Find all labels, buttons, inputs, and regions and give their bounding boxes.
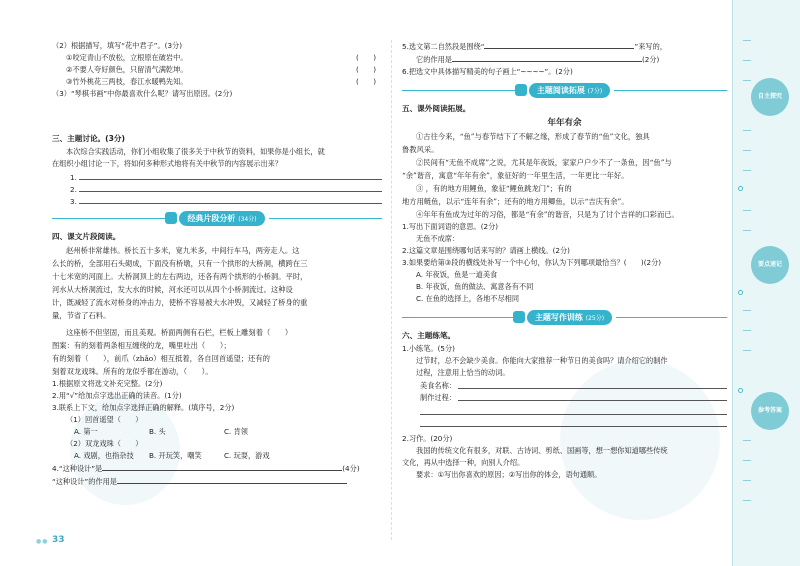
answer-blank[interactable] <box>452 53 642 62</box>
section-3-text: 本次综合实践活动，你们小组收集了很多关于中秋节的资料，如果你是小组长，就 <box>66 147 325 156</box>
section-3-text: 在组织小组讨论一下，将如何多种形式地将有关中秋节的内容展示出来？ <box>52 159 283 168</box>
writing-task-1: 1.小练笔。(5分) <box>402 344 455 353</box>
question-2-heading: （2）根据描写，填写“花中君子”。(3分) <box>52 41 183 50</box>
binding-hole-icon <box>738 186 743 191</box>
question-2: 2.用“√”给加点字选出正确的读音。(1分) <box>52 391 182 400</box>
section-3-title: 三、主题讨论。(3分) <box>52 134 125 143</box>
question-4: 4.“这种设计”是 (4分) <box>52 464 360 473</box>
writing-prompt: 过节时，总不会缺少美食。你能向大家推荐一种节日的美食吗？请介绍它的制作 <box>416 356 668 365</box>
choice-b[interactable]: B. 年夜饭，鱼的做法、寓意各有不同 <box>416 282 534 291</box>
section-banner: 主题写作训练 (25分) <box>402 309 727 325</box>
writing-prompt: 过程，注意用上恰当的动词。 <box>416 368 510 377</box>
process-line[interactable]: 制作过程： <box>402 391 727 403</box>
answer-line[interactable]: 2. <box>52 182 382 194</box>
sidebar-badge: 参考答案 <box>751 392 789 430</box>
answer-blank[interactable] <box>102 462 342 471</box>
section-5-title: 五、课外阅读拓展。 <box>402 104 471 113</box>
food-name-line[interactable]: 美食名称： <box>402 379 727 391</box>
section-banner: 经典片段分析 (34分) <box>52 210 382 226</box>
section-banner: 主题阅读拓展 (7分) <box>402 82 727 98</box>
book-icon <box>165 212 177 224</box>
section-6-title: 六、主题练笔。 <box>402 331 456 340</box>
right-column <box>402 40 727 481</box>
option-item: ②不要人夸好颜色，只留清气满乾坤。 ( ) <box>66 65 376 74</box>
option-row: A. 戏剧，也指杂技 B. 开玩笑，嘲笑 C. 玩耍，游戏 <box>74 451 270 460</box>
pencil-icon <box>513 311 525 323</box>
answer-line[interactable]: 3. <box>52 194 382 206</box>
question-3-heading: （3）“琴棋书画”中你最喜欢什么呢？请写出原因。(2分) <box>52 89 233 98</box>
section-4-title: 四、课文片段阅读。 <box>52 232 121 241</box>
choice-c[interactable]: C. 在鱼的选择上，各地不尽相同 <box>416 294 520 303</box>
question-r1: 1.写出下面词语的意思。(2分) <box>402 222 499 231</box>
question-5: 5.选文第二自然段是围绕“ ”来写的， <box>402 42 667 51</box>
answer-blank[interactable] <box>484 40 634 49</box>
book-icon <box>515 84 527 96</box>
essay-title: 年年有余 <box>547 118 582 128</box>
sidebar-badge: 要点速记 <box>751 246 789 284</box>
essay: ①古往今来，“鱼”与春节结下了不解之缘，形成了春节的“鱼”文化，独具 鲁教风采。 ②民间有“无鱼不成席”之说，尤其是年夜饭，家家户户少不了一条鱼，因“鱼”与 “余”谐音，寓意“年年有余”，象征好的一年里生活，一年更比一年好。 ③ ，有的地方用鲤鱼，象征“鲤鱼跳龙门”；有的 地方用鲢鱼，以示“连年有余”；还有的地方用鲫鱼，以示“吉庆有余”。 ④年年有鱼成为过年的习俗，都是“有余”的谐音，只是为了讨个吉祥的口彩而已。 <box>402 132 679 219</box>
answer-space <box>52 100 382 128</box>
sidebar-badge: 自主探究 <box>751 78 789 116</box>
writing-prompt: 我国的传统文化有很多，对联、古诗词、剪纸、国画等，想一想你知道哪些传统 <box>416 446 668 455</box>
answer-line[interactable]: 1. <box>52 170 382 182</box>
writing-task-2: 2.习作。(20分) <box>402 434 453 443</box>
binding-hole-icon <box>738 290 743 295</box>
question-4b: “这种设计”的作用是 <box>52 475 382 488</box>
question-5b: 它的作用是 (2分) <box>416 55 660 64</box>
term-definition: 无鱼不成席： <box>416 234 460 243</box>
option-item: ①咬定青山不放松，立根原在破岩中。 ( ) <box>66 53 376 62</box>
page-dots: ●● <box>36 538 49 545</box>
option-row: A. 第一 B. 头 C. 肯领 <box>74 427 248 436</box>
sub-question: （1）回首遥望（ ） <box>66 415 143 424</box>
question-1: 1.根据原文将选文补充完整。(2分) <box>52 379 163 388</box>
choice-a[interactable]: A. 年夜饭，鱼是一道美食 <box>416 270 498 279</box>
question-3: 3.联系上下文，给加点字选择正确的解释。(填序号，2分) <box>52 403 235 412</box>
question-6: 6.把选文中具体描写精美的句子画上“~~~~”。(2分) <box>402 67 573 76</box>
sub-question: （2）双龙戏珠（ ） <box>66 439 143 448</box>
question-r3: 3.如果要给第③段的横线处补写一个中心句，你认为下列哪项最恰当？( )(2分) <box>402 258 662 267</box>
answer-blank[interactable] <box>117 475 347 484</box>
page-number: 33 <box>52 535 65 545</box>
writing-line[interactable] <box>420 403 727 415</box>
question-r2: 2.这篇文章是围绕哪句话来写的？请画上横线。(2分) <box>402 246 570 255</box>
passage: 赵州桥非常雄伟。桥长五十多米，宽九米多，中间行车马，两旁走人。这 么长的桥，全部用石头砌成，下面没有桥墩，只有一个拱形的大桥洞，横跨在三 十七米宽的河面上。大桥洞顶上的左右两边，还各有两个拱形的小桥洞。平时， 河水从大桥洞流过，发大水的时候，河水还可以从四个小桥洞流过。这种设 计，既减轻了流水对桥身的冲击力，使桥不容易被大水冲毁，又减轻了桥身的重 量，节省了石料。 这座桥不但坚固，而且美观。桥面两侧有石栏，栏板上雕刻着（ ） 图案：有的刻着两条相互缠绕的龙，嘴里吐出（ ）； 有的刻着（ ），前爪（zhǎo）相互抵着，各自回首遥望；还有的 刻着双龙戏珠。所有的龙似乎都在游动，（ ）。 <box>52 246 308 376</box>
binding-hole-icon <box>738 388 743 393</box>
writing-requirements: 要求：①写出你喜欢的原因；②写出你的体会，语句通顺。 <box>416 470 602 479</box>
writing-line[interactable] <box>420 415 727 427</box>
option-item: ③竹外桃花三两枝，春江水暖鸭先知。 ( ) <box>66 77 376 86</box>
left-column <box>52 40 382 488</box>
column-divider <box>391 40 392 540</box>
answer-sidebar <box>732 0 800 566</box>
writing-prompt: 文化，再从中选择一种，向别人介绍。 <box>402 458 525 467</box>
